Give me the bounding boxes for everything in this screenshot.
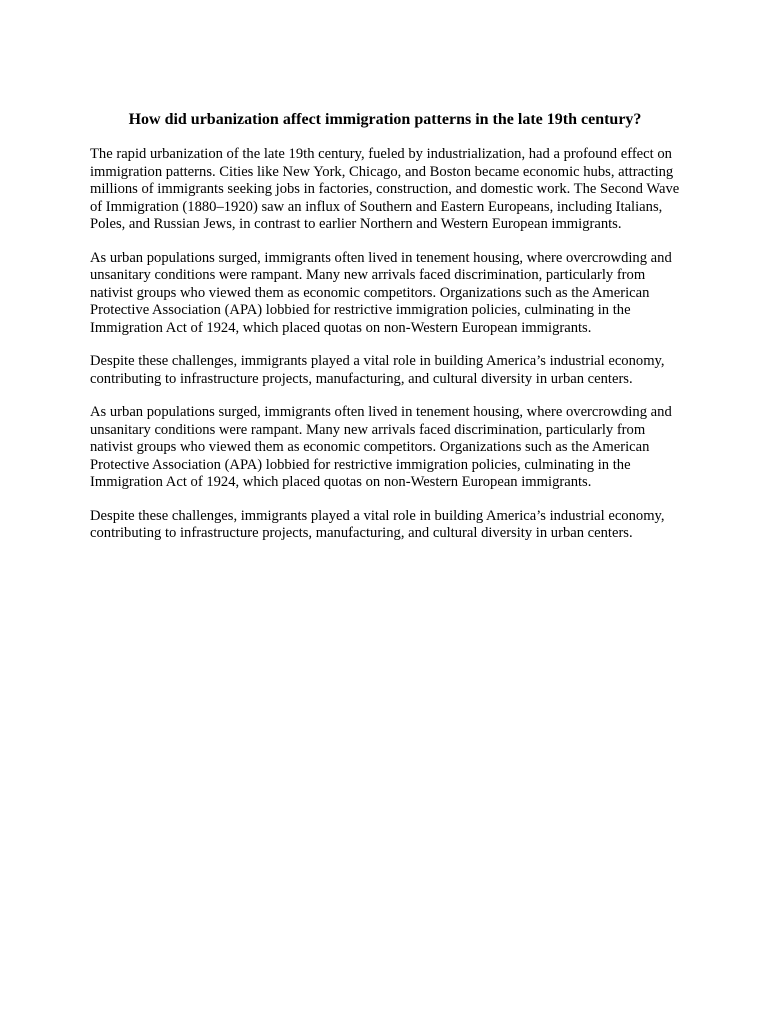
paragraph-1: The rapid urbanization of the late 19th century, fueled by industrialization, had a profound effect on immigration patterns. Cities like New York, Chicago, and Boston became economic hubs, attracting millions of immigrants seeking jobs in factories, construction, and domestic work. The Second Wave of Immigration (1880–1920) saw an influx of Southern and Eastern Europeans, including Italians, Poles, and Russian Jews, in contrast to earlier Northern and Western European immigrants. [90, 146, 680, 232]
paragraph-5: Despite these challenges, immigrants played a vital role in building America’s industrial economy, contributing to infrastructure projects, manufacturing, and cultural diversity in urban centers. [90, 507, 665, 541]
document-body [90, 110, 680, 559]
document-title: How did urbanization affect immigration patterns in the late 19th century? [128, 111, 642, 128]
paragraph-4: As urban populations surged, immigrants often lived in tenement housing, where overcrowding and unsanitary conditions were rampant. Many new arrivals faced discrimination, particularly from nativist groups who viewed them as economic competitors. Organizations such as the American Protective Association (APA) lobbied for restrictive immigration policies, culminating in the Immigration Act of 1924, which placed quotas on non-Western European immigrants. [90, 404, 672, 490]
paragraph-2: As urban populations surged, immigrants often lived in tenement housing, where overcrowding and unsanitary conditions were rampant. Many new arrivals faced discrimination, particularly from nativist groups who viewed them as economic competitors. Organizations such as the American Protective Association (APA) lobbied for restrictive immigration policies, culminating in the Immigration Act of 1924, which placed quotas on non-Western European immigrants. [90, 249, 672, 336]
paragraph-3: Despite these challenges, immigrants played a vital role in building America’s industrial economy, contributing to infrastructure projects, manufacturing, and cultural diversity in urban centers. [90, 353, 665, 387]
